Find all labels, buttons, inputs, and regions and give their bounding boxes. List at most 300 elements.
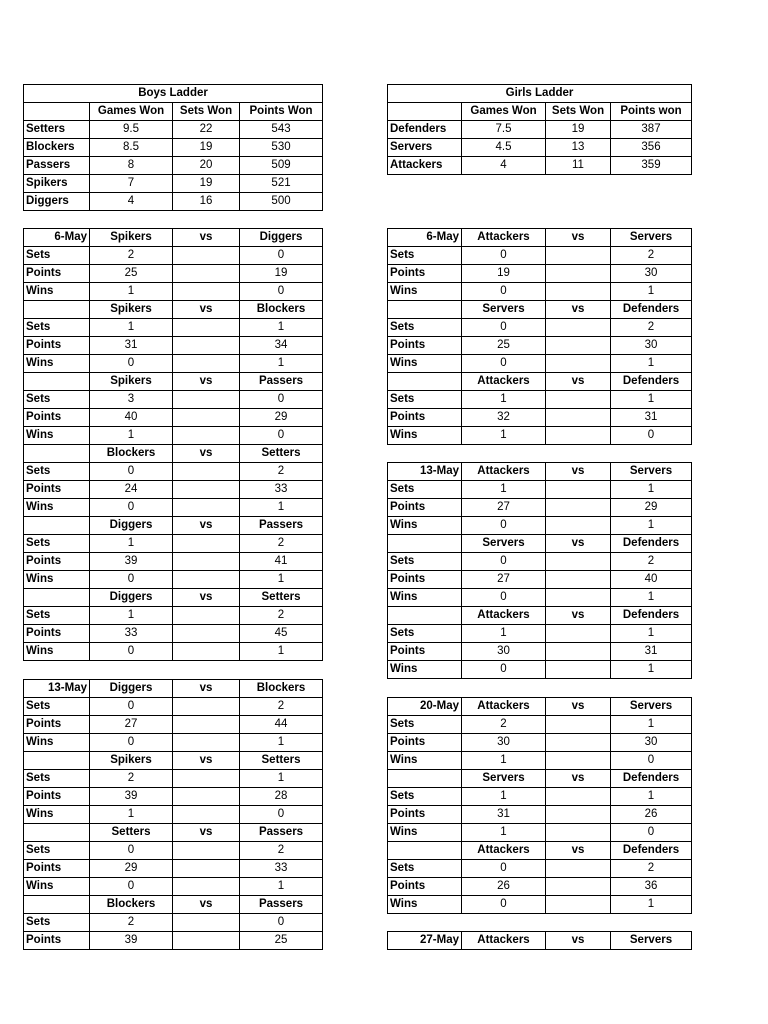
blank-cell: [546, 716, 611, 734]
table-row: [24, 571, 323, 589]
team1-name: Attackers: [462, 463, 546, 481]
stat-value: 13: [546, 139, 611, 157]
team2-value: 36: [611, 878, 692, 896]
match-header-row: [24, 680, 323, 698]
stat-value: 9.5: [90, 121, 173, 139]
team1-value: 27: [462, 499, 546, 517]
team2-value: 2: [240, 535, 323, 553]
stat-label: Sets: [24, 607, 90, 625]
stat-label: Wins: [24, 355, 90, 373]
team2-value: 1: [240, 878, 323, 896]
blank-cell: [388, 301, 462, 319]
team2-value: 0: [240, 806, 323, 824]
team1-name: Diggers: [90, 517, 173, 535]
team2-value: 44: [240, 716, 323, 734]
stat-label: Points: [24, 716, 90, 734]
blank-cell: [173, 806, 240, 824]
vs-label: vs: [173, 752, 240, 770]
table-row: [388, 824, 692, 842]
stat-label: Points: [24, 788, 90, 806]
table-row: [388, 427, 692, 445]
team2-value: 1: [611, 283, 692, 301]
team1-value: 31: [462, 806, 546, 824]
team2-value: 1: [240, 770, 323, 788]
team1-name: Attackers: [462, 229, 546, 247]
table-row: [24, 607, 323, 625]
table-row: [388, 716, 692, 734]
team1-value: 0: [462, 589, 546, 607]
stat-label: Sets: [24, 463, 90, 481]
column-header: Sets Won: [546, 103, 611, 121]
team2-value: 33: [240, 481, 323, 499]
team2-value: 41: [240, 553, 323, 571]
match-header-row: [24, 752, 323, 770]
table-row: [388, 247, 692, 265]
stat-label: Sets: [388, 716, 462, 734]
vs-label: vs: [173, 896, 240, 914]
match-header-row: [24, 589, 323, 607]
stat-value: 22: [173, 121, 240, 139]
blank-cell: [546, 499, 611, 517]
vs-label: vs: [546, 770, 611, 788]
stat-label: Sets: [24, 770, 90, 788]
blank-cell: [546, 589, 611, 607]
ladder-title: Boys Ladder: [24, 85, 323, 103]
stat-value: 530: [240, 139, 323, 157]
stat-label: Sets: [24, 535, 90, 553]
team2-value: 31: [611, 409, 692, 427]
stat-label: Wins: [388, 283, 462, 301]
team2-name: Defenders: [611, 373, 692, 391]
blank-cell: [173, 770, 240, 788]
team1-value: 0: [90, 643, 173, 661]
match-header-row: [388, 607, 692, 625]
match-header-row: [24, 824, 323, 842]
stat-value: 4.5: [462, 139, 546, 157]
stat-value: 387: [611, 121, 692, 139]
girls-ladder-body: [388, 85, 692, 175]
team1-name: Servers: [462, 301, 546, 319]
blank-cell: [173, 571, 240, 589]
team1-name: Setters: [90, 824, 173, 842]
vs-label: vs: [173, 680, 240, 698]
team1-name: Spikers: [90, 752, 173, 770]
blank-cell: [173, 734, 240, 752]
team2-value: 29: [240, 409, 323, 427]
blank-cell: [388, 770, 462, 788]
ladder-header-row: [24, 103, 323, 121]
round-date: 20-May: [388, 698, 462, 716]
team2-value: 0: [240, 427, 323, 445]
blank-cell: [388, 842, 462, 860]
blank-cell: [546, 806, 611, 824]
team2-value: 0: [611, 427, 692, 445]
blank-cell: [173, 355, 240, 373]
vs-label: vs: [546, 607, 611, 625]
blank-cell: [173, 607, 240, 625]
vs-label: vs: [173, 517, 240, 535]
team2-value: 1: [240, 499, 323, 517]
team1-value: 1: [462, 788, 546, 806]
team-name: Servers: [388, 139, 462, 157]
table-row: [24, 842, 323, 860]
team1-value: 39: [90, 932, 173, 950]
stat-label: Wins: [388, 427, 462, 445]
team2-value: 19: [240, 265, 323, 283]
stat-label: Points: [388, 571, 462, 589]
boys-ladder-table: [23, 84, 323, 211]
round-date: 6-May: [24, 229, 90, 247]
team-name: Attackers: [388, 157, 462, 175]
team1-value: 25: [462, 337, 546, 355]
stat-label: Wins: [24, 806, 90, 824]
team2-name: Servers: [611, 698, 692, 716]
team2-value: 29: [611, 499, 692, 517]
stat-label: Sets: [388, 481, 462, 499]
column-header: Sets Won: [173, 103, 240, 121]
team1-value: 1: [90, 607, 173, 625]
stat-label: Sets: [388, 391, 462, 409]
team2-name: Servers: [611, 932, 692, 950]
blank-cell: [546, 355, 611, 373]
team2-name: Setters: [240, 445, 323, 463]
team2-name: Defenders: [611, 842, 692, 860]
team1-value: 0: [462, 517, 546, 535]
team1-value: 27: [90, 716, 173, 734]
team2-value: 1: [611, 788, 692, 806]
table-row: [388, 391, 692, 409]
team2-value: 2: [611, 247, 692, 265]
vs-label: vs: [546, 301, 611, 319]
team1-value: 33: [90, 625, 173, 643]
team1-value: 0: [90, 878, 173, 896]
table-row: [388, 589, 692, 607]
team1-value: 0: [90, 698, 173, 716]
team1-value: 0: [90, 842, 173, 860]
blank-cell: [546, 625, 611, 643]
table-row: [24, 337, 323, 355]
table-row: [24, 409, 323, 427]
team2-value: 40: [611, 571, 692, 589]
team1-value: 0: [462, 247, 546, 265]
team2-value: 1: [240, 571, 323, 589]
blank-cell: [173, 481, 240, 499]
table-row: [388, 625, 692, 643]
team1-value: 0: [462, 896, 546, 914]
vs-label: vs: [173, 229, 240, 247]
stat-label: Sets: [24, 319, 90, 337]
team1-name: Diggers: [90, 589, 173, 607]
team1-name: Spikers: [90, 229, 173, 247]
table-row: [24, 139, 323, 157]
stat-label: Points: [388, 806, 462, 824]
ladder-title-row: [388, 85, 692, 103]
team1-value: 0: [462, 661, 546, 679]
blank-cell: [24, 517, 90, 535]
match-header-row: [388, 301, 692, 319]
team2-value: 34: [240, 337, 323, 355]
stat-label: Wins: [24, 878, 90, 896]
table-row: [24, 265, 323, 283]
match-header-row: [388, 463, 692, 481]
table-row: [388, 788, 692, 806]
team2-value: 2: [611, 860, 692, 878]
team1-value: 2: [90, 247, 173, 265]
match-header-row: [388, 535, 692, 553]
girls-round-20-may: [387, 697, 692, 914]
stat-value: 500: [240, 193, 323, 211]
team2-value: 30: [611, 734, 692, 752]
team1-value: 1: [462, 752, 546, 770]
blank-cell: [173, 391, 240, 409]
girls-ladder-table: [387, 84, 692, 175]
team2-value: 1: [611, 517, 692, 535]
team1-value: 0: [462, 319, 546, 337]
blank-cell: [546, 788, 611, 806]
table-row: [24, 499, 323, 517]
table-row: [388, 121, 692, 139]
blank-cell: [546, 643, 611, 661]
blank-cell: [173, 932, 240, 950]
table-row: [388, 139, 692, 157]
table-row: [388, 643, 692, 661]
table-row: [24, 463, 323, 481]
team2-value: 2: [611, 553, 692, 571]
blank-cell: [173, 553, 240, 571]
girls-round-13-may: [387, 462, 692, 679]
column-header: Games Won: [90, 103, 173, 121]
table-row: [388, 734, 692, 752]
stat-label: Sets: [24, 391, 90, 409]
stat-value: 16: [173, 193, 240, 211]
table-row: [24, 247, 323, 265]
stat-value: 4: [90, 193, 173, 211]
team2-value: 31: [611, 643, 692, 661]
match-header-row: [24, 301, 323, 319]
boys-round-13-may: [23, 679, 323, 950]
stat-value: 7.5: [462, 121, 546, 139]
girls-round-6-may: [387, 228, 692, 445]
stat-label: Points: [388, 499, 462, 517]
team2-value: 1: [240, 355, 323, 373]
vs-label: vs: [546, 842, 611, 860]
blank-cell: [173, 842, 240, 860]
team1-value: 1: [462, 391, 546, 409]
stat-label: Sets: [24, 698, 90, 716]
team2-value: 1: [611, 625, 692, 643]
vs-label: vs: [546, 535, 611, 553]
stat-label: Wins: [24, 571, 90, 589]
team2-name: Blockers: [240, 680, 323, 698]
stat-value: 20: [173, 157, 240, 175]
team2-value: 1: [611, 391, 692, 409]
table-row: [24, 878, 323, 896]
team2-value: 2: [240, 698, 323, 716]
team2-value: 1: [240, 319, 323, 337]
round-date: 13-May: [388, 463, 462, 481]
stat-value: 4: [462, 157, 546, 175]
team1-value: 2: [90, 770, 173, 788]
stat-label: Sets: [24, 914, 90, 932]
team1-value: 24: [90, 481, 173, 499]
match-header-row: [388, 770, 692, 788]
team1-name: Spikers: [90, 373, 173, 391]
match-header-row: [24, 229, 323, 247]
blank-cell: [173, 409, 240, 427]
blank-cell: [546, 337, 611, 355]
stat-label: Wins: [24, 499, 90, 517]
team2-name: Defenders: [611, 301, 692, 319]
team1-value: 1: [90, 427, 173, 445]
table-row: [24, 121, 323, 139]
team1-name: Attackers: [462, 932, 546, 950]
blank-cell: [173, 283, 240, 301]
stat-label: Points: [388, 878, 462, 896]
stat-value: 19: [173, 139, 240, 157]
table-row: [24, 716, 323, 734]
team1-value: 0: [462, 553, 546, 571]
team1-value: 39: [90, 553, 173, 571]
team-name: Passers: [24, 157, 90, 175]
match-header-row: [388, 698, 692, 716]
stat-label: Sets: [388, 247, 462, 265]
match-header-row: [24, 896, 323, 914]
blank-cell: [546, 481, 611, 499]
team1-value: 26: [462, 878, 546, 896]
blank-cell: [173, 788, 240, 806]
team2-value: 1: [611, 716, 692, 734]
team1-value: 0: [462, 860, 546, 878]
table-row: [24, 391, 323, 409]
stat-label: Wins: [388, 896, 462, 914]
team2-value: 33: [240, 860, 323, 878]
boys-ladder-body: [24, 85, 323, 211]
team-name: Defenders: [388, 121, 462, 139]
team1-name: Spikers: [90, 301, 173, 319]
table-row: [24, 355, 323, 373]
stat-value: 543: [240, 121, 323, 139]
stat-label: Wins: [24, 283, 90, 301]
stat-label: Wins: [24, 734, 90, 752]
team2-value: 2: [611, 319, 692, 337]
team2-name: Servers: [611, 463, 692, 481]
team2-value: 1: [240, 643, 323, 661]
team2-name: Blockers: [240, 301, 323, 319]
stat-label: Points: [24, 860, 90, 878]
team2-name: Defenders: [611, 607, 692, 625]
team2-value: 1: [611, 896, 692, 914]
team1-value: 0: [90, 355, 173, 373]
match-header-row: [388, 373, 692, 391]
stat-label: Points: [388, 734, 462, 752]
round-date: 27-May: [388, 932, 462, 950]
table-row: [24, 535, 323, 553]
team1-value: 1: [462, 481, 546, 499]
team1-name: Servers: [462, 535, 546, 553]
blank-cell: [388, 607, 462, 625]
team1-name: Diggers: [90, 680, 173, 698]
ladder-title-row: [24, 85, 323, 103]
ladder-header-row: [388, 103, 692, 121]
team1-name: Servers: [462, 770, 546, 788]
vs-label: vs: [546, 229, 611, 247]
blank-cell: [546, 409, 611, 427]
table-row: [24, 932, 323, 950]
table-row: [388, 157, 692, 175]
blank-cell: [173, 535, 240, 553]
table-row: [24, 427, 323, 445]
blank-cell: [24, 896, 90, 914]
team-name: Blockers: [24, 139, 90, 157]
team2-value: 0: [240, 247, 323, 265]
table-row: [24, 319, 323, 337]
table-row: [388, 571, 692, 589]
team1-value: 1: [462, 427, 546, 445]
ladder-title: Girls Ladder: [388, 85, 692, 103]
table-row: [24, 481, 323, 499]
team2-name: Passers: [240, 896, 323, 914]
stat-label: Wins: [24, 643, 90, 661]
team2-value: 2: [240, 842, 323, 860]
table-row: [24, 770, 323, 788]
stat-label: Points: [24, 337, 90, 355]
table-row: [388, 499, 692, 517]
stat-label: Points: [24, 553, 90, 571]
team1-value: 1: [90, 806, 173, 824]
vs-label: vs: [173, 824, 240, 842]
team-name: Setters: [24, 121, 90, 139]
blank-cell: [546, 824, 611, 842]
blank-cell: [546, 283, 611, 301]
table-row: [24, 175, 323, 193]
team2-value: 2: [240, 607, 323, 625]
team2-value: 0: [240, 914, 323, 932]
boys-round-6-may: [23, 228, 323, 661]
stat-label: Wins: [388, 589, 462, 607]
table-row: [388, 878, 692, 896]
table-row: [24, 788, 323, 806]
team1-name: Attackers: [462, 607, 546, 625]
blank-cell: [173, 716, 240, 734]
team1-value: 0: [90, 734, 173, 752]
blank-cell: [24, 445, 90, 463]
table-row: [24, 734, 323, 752]
blank-cell: [173, 499, 240, 517]
team2-value: 0: [240, 391, 323, 409]
stat-label: Points: [24, 932, 90, 950]
team2-name: Defenders: [611, 535, 692, 553]
blank-cell: [173, 319, 240, 337]
vs-label: vs: [173, 445, 240, 463]
team2-value: 30: [611, 265, 692, 283]
team2-value: 45: [240, 625, 323, 643]
table-row: [388, 283, 692, 301]
team1-value: 39: [90, 788, 173, 806]
stat-value: 356: [611, 139, 692, 157]
team2-value: 2: [240, 463, 323, 481]
table-row: [24, 806, 323, 824]
match-header-row: [24, 517, 323, 535]
team-name: Diggers: [24, 193, 90, 211]
team2-value: 1: [611, 355, 692, 373]
blank-cell: [546, 752, 611, 770]
team2-value: 1: [611, 481, 692, 499]
stat-value: 521: [240, 175, 323, 193]
table-row: [388, 661, 692, 679]
team1-value: 1: [462, 824, 546, 842]
match-header-row: [388, 229, 692, 247]
blank-cell: [24, 301, 90, 319]
